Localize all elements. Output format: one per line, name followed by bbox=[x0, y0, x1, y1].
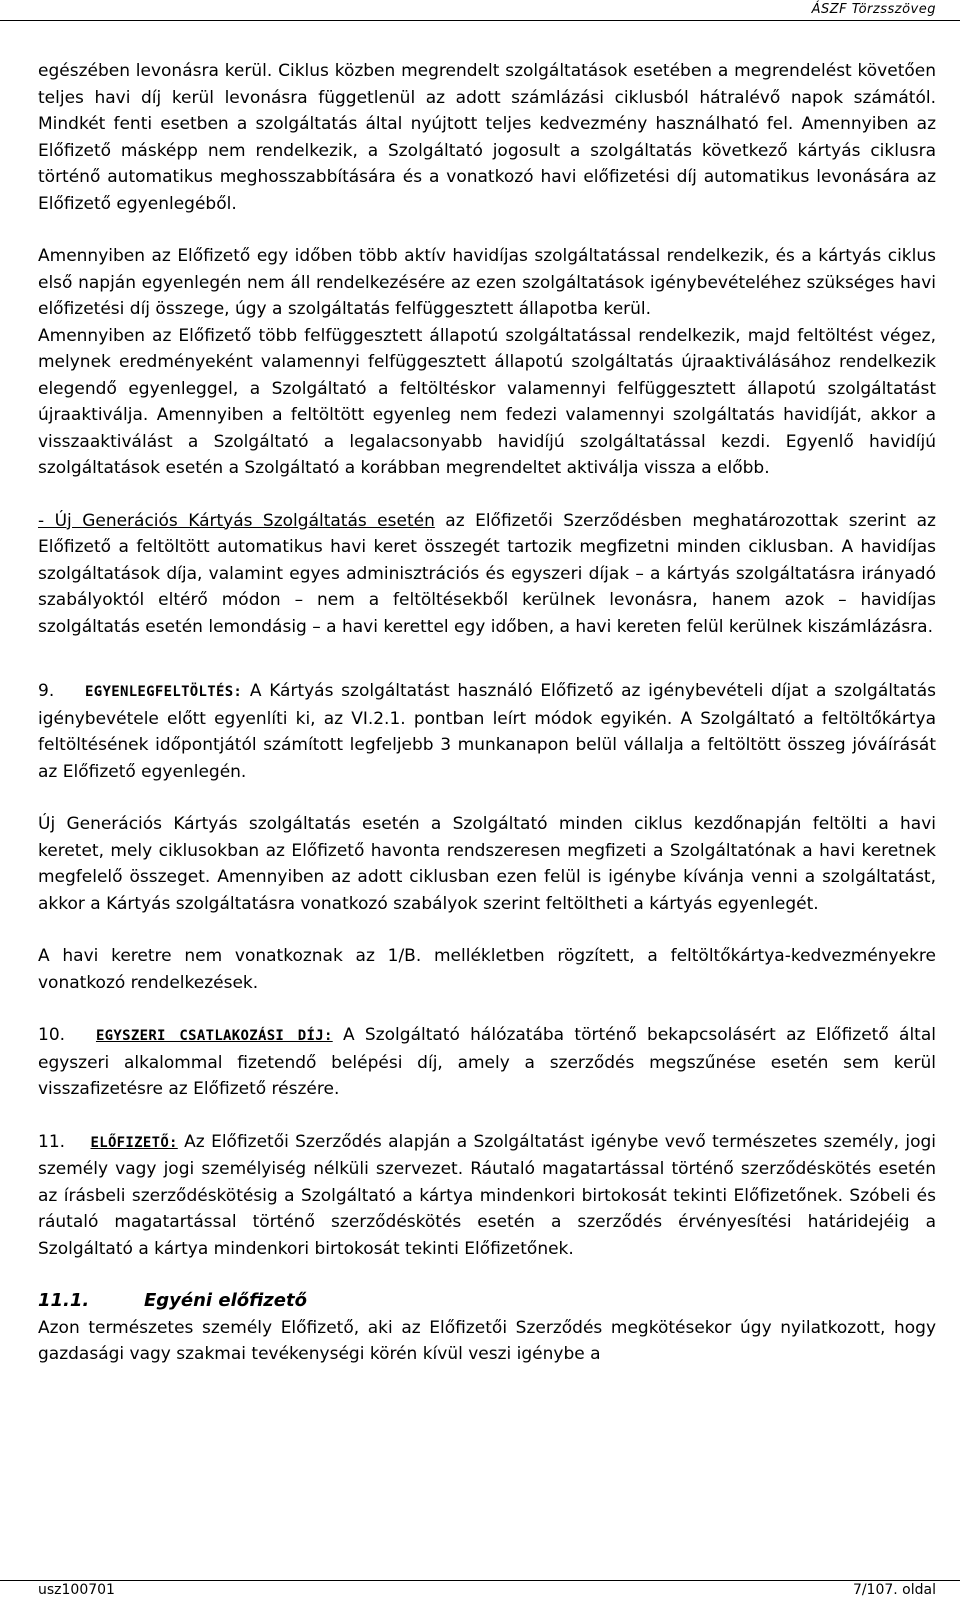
section-10 bbox=[38, 1022, 936, 1103]
subsection-title: Egyéni előfizető bbox=[144, 1290, 307, 1311]
section-label: ELŐFIZETŐ: bbox=[90, 1134, 178, 1151]
section-label: EGYSZERI CSATLAKOZÁSI DÍJ: bbox=[95, 1028, 333, 1044]
underlined-lead: - Új Generációs Kártyás Szolgáltatás esetén bbox=[38, 510, 435, 531]
section-11 bbox=[38, 1129, 936, 1263]
paragraph: Azon természetes személy Előfizető, aki az Előfizetői Szerződés megkötésekor úgy nyilatkozott, hogy gazdasági vagy szakmai tevékenységi körén kívül veszi igénybe a bbox=[38, 1317, 936, 1364]
page-header bbox=[0, 0, 960, 22]
document-body bbox=[38, 58, 936, 1368]
section-9 bbox=[38, 678, 936, 785]
section-number: 10. bbox=[38, 1025, 66, 1045]
subsection-heading bbox=[38, 1288, 936, 1315]
paragraph: A havi keretre nem vonatkoznak az 1/B. mellékletben rögzített, a feltöltőkártya-kedvezményekre vonatkozó rendelkezések. bbox=[38, 946, 936, 993]
paragraph bbox=[38, 508, 936, 641]
section-text: A Kártyás szolgáltatást használó Előfizető az igénybevételi díjat a szolgáltatás igénybevétele előtt egyenlíti ki, az VI.2.1. pontban leírt módok egyikén. A Szolgáltató a feltöltőkártya feltöltésének időpontjától számított legfeljebb 3 munkanapon belül vállalja a feltöltött összeg jóváírását az Előfizető egyenlegén. bbox=[38, 681, 936, 782]
section-number: 9. bbox=[38, 681, 55, 701]
section-text: Az Előfizetői Szerződés alapján a Szolgáltatást igénybe vevő természetes személy, jogi személy vagy jogi személyiség nélküli szervezet. Ráutaló magatartással történő szerződéskötés esetén az írásbeli szerződéskötésig a Szolgáltató a kártya mindenkori birtokosát tekinti Előfizetőnek. Szóbeli és ráutaló magatartással történő szerződéskötés esetén a szerződés érvényesítési határidejéig a Szolgáltató a kártya mindenkori birtokosát tekinti Előfizetőnek. bbox=[38, 1131, 936, 1259]
footer-doc-id: usz100701 bbox=[38, 1582, 115, 1598]
subsection-number: 11.1. bbox=[38, 1290, 90, 1311]
section-text: A Szolgáltató hálózatába történő bekapcsolásért az Előfizető által egyszeri alkalommal fizetendő belépési díj, amely a szerződés megszűnése esetén sem kerül visszafizetésre az Előfizető részére. bbox=[38, 1025, 936, 1099]
paragraph: Amennyiben az Előfizető több felfüggesztett állapotú szolgáltatással rendelkezik, majd feltöltést végez, melynek eredményeként valamennyi felfüggesztett állapotú szolgáltatás újraaktiválásához rendelkezik elegendő egyenleggel, a Szolgáltató a feltöltéskor valamennyi felfüggesztett állapotú szolgáltatást újraaktiválja. Amennyiben a feltöltött egyenleg nem fedezi valamennyi szolgáltatás havidíját, akkor a visszaaktiválást a Szolgáltató a legalacsonyabb havidíjú szolgáltatással kezdi. Egyenlő havidíjú szolgáltatások esetén a Szolgáltató a korábban megrendeltet aktiválja vissza a előbb. bbox=[38, 325, 936, 478]
section-number: 11. bbox=[38, 1131, 66, 1152]
section-label: EGYENLEGFELTÖLTÉS: bbox=[85, 684, 243, 700]
header-rule bbox=[0, 20, 960, 21]
paragraph-text: az Előfizetői Szerződésben meghatározottak szerint az Előfizető a feltöltött automatikus havi keret összegét tartozik megfizetni minden ciklusban. A havidíjas szolgáltatások díja, valamint egyes adminisztrációs és egyszeri díjak – a kártyás szolgáltatásra irányadó szabályoktól eltérő módon – nem a feltöltésekből kerülnek levonásra, hanem azok – havidíjas szolgáltatás esetén lemondásig – a havi kerettel egy időben, a havi kereten felül kerülnek kiszámlázásra. bbox=[38, 510, 936, 637]
header-title: ÁSZF Törzsszöveg bbox=[811, 2, 936, 17]
paragraph: egészében levonásra kerül. Ciklus közben megrendelt szolgáltatások esetében a megrendelést követően teljes havi díj kerül levonásra függetlenül az adott számlázási ciklusból hátralévő napok számától. Mindkét fenti esetben a szolgáltatás által nyújtott teljes kedvezmény használható fel. Amennyiben az Előfizető másképp nem rendelkezik, a Szolgáltató jogosult a szolgáltatás következő kártyás ciklusra történő automatikus meghosszabbítására és a vonatkozó havi előfizetési díj automatikus levonására az Előfizető egyenlegéből. bbox=[38, 61, 936, 214]
paragraph: Új Generációs Kártyás szolgáltatás esetén a Szolgáltató minden ciklus kezdőnapján feltölti a havi keretet, mely ciklusokban az Előfizető havonta rendszeresen megfizeti a Szolgáltatónak a havi keretnek megfelelő összeget. Amennyiben az adott ciklusban ezen felül is igénybe kívánja venni a szolgáltatást, akkor a Kártyás szolgáltatásra vonatkozó szabályok szerint feltöltheti a kártyás egyenlegét. bbox=[38, 814, 936, 914]
paragraph: Amennyiben az Előfizető egy időben több aktív havidíjas szolgáltatással rendelkezik, és a kártyás ciklus első napján egyenlegén nem áll rendelkezésére az ezen szolgáltatások igénybevételéhez szükséges havi előfizetési díj összege, úgy a szolgáltatás felfüggesztett állapotba kerül. bbox=[38, 246, 936, 319]
footer-page-number: 7/107. oldal bbox=[852, 1582, 936, 1598]
footer-rule bbox=[0, 1580, 960, 1581]
